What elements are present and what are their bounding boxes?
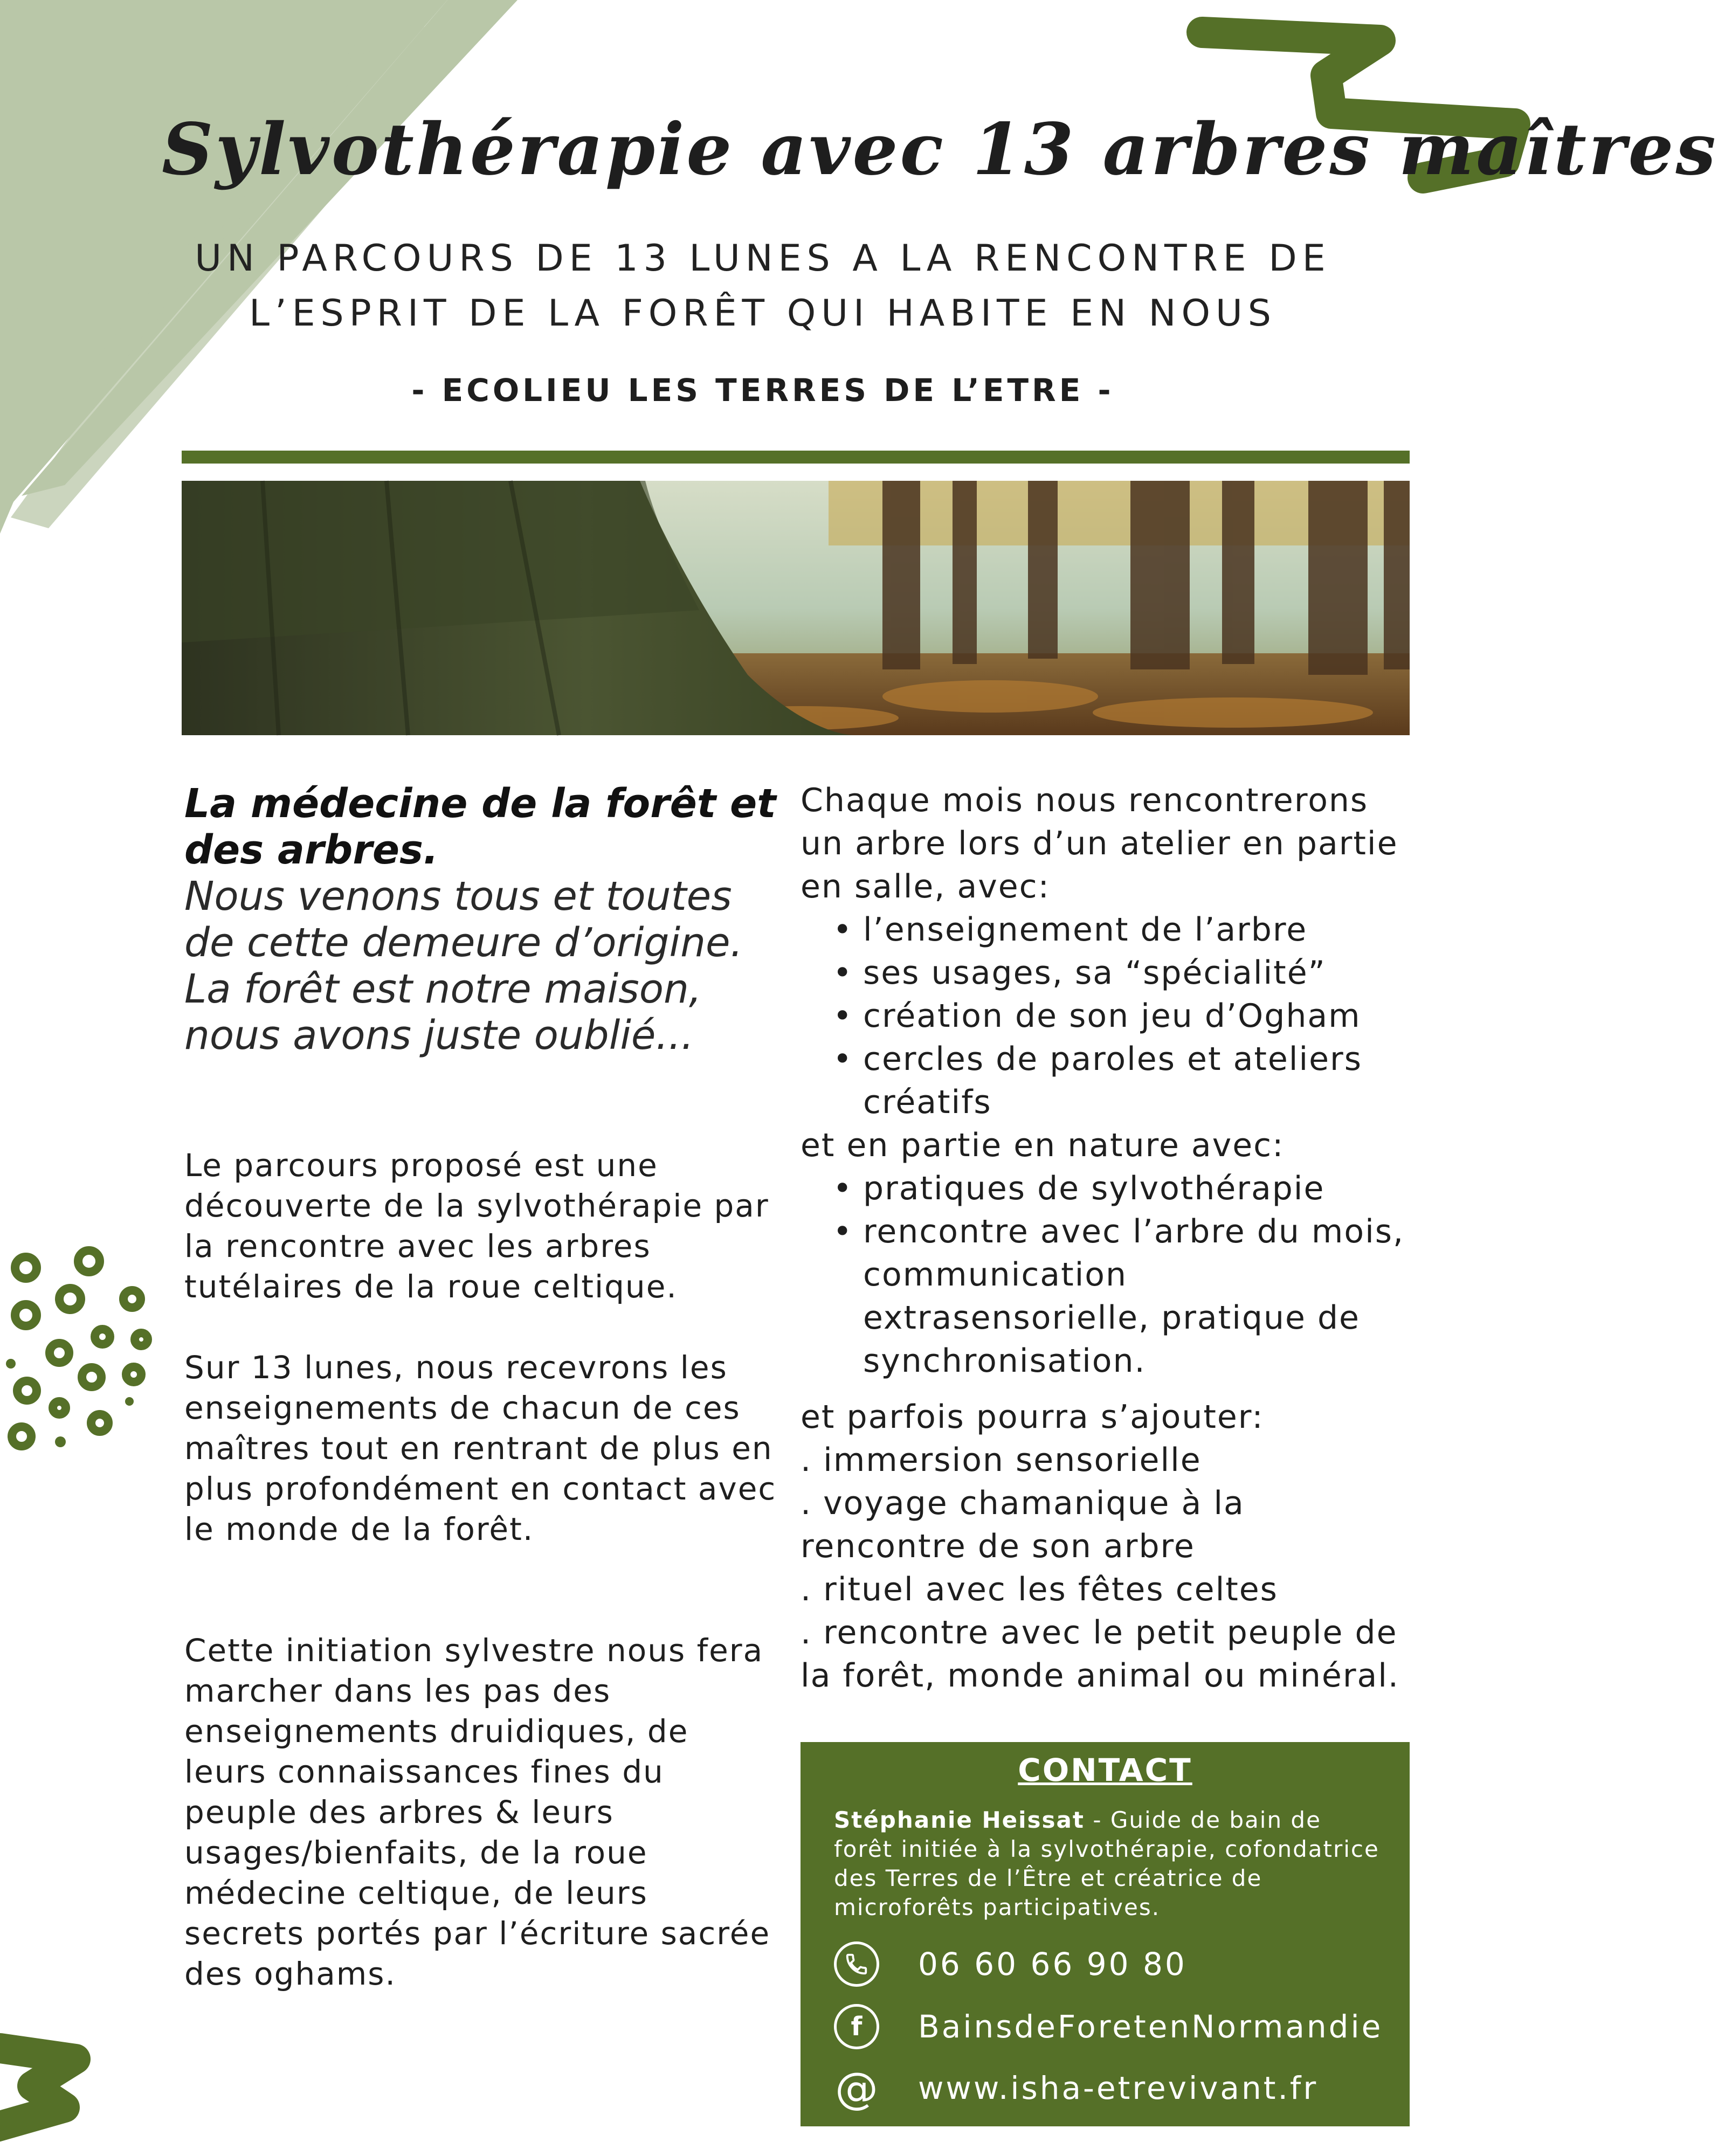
lead-quote: Nous venons tous et toutes de cette demeure d’origine. La forêt est notre maison, nous avons juste oublié... [184, 873, 743, 1059]
forest-banner-image [182, 481, 1410, 735]
list-item: • création de son jeu d’Ogham [863, 994, 1420, 1038]
lunes-paragraph: Sur 13 lunes, nous recevrons les enseignements de chacun de ces maîtres tout en rentrant de plus en plus profondément en contact avec le monde de la forêt. [184, 1349, 777, 1547]
extra-item: . rituel avec les fêtes celtes [801, 1571, 1278, 1608]
facebook-icon: f [834, 2004, 879, 2049]
nature-intro: et en partie en nature avec: [801, 1127, 1285, 1164]
phone-number: 06 60 66 90 80 [918, 1946, 1187, 1982]
extra-item: . voyage chamanique à la rencontre de son arbre [801, 1484, 1245, 1565]
at-sign-icon: @ [835, 2063, 878, 2113]
list-item: • ses usages, sa “spécialité” [863, 951, 1420, 994]
extra-item: . rencontre avec le petit peuple de la forêt, monde animal ou minéral. [801, 1614, 1399, 1695]
program-details [801, 779, 1420, 1697]
subtitle-line-1: UN PARCOURS DE 13 LUNES A LA RENCONTRE DE [195, 237, 1331, 280]
contact-box [801, 1742, 1410, 2126]
list-item: • l’enseignement de l’arbre [863, 908, 1420, 951]
contact-bio: - Guide de bain de forêt initiée à la sylvothérapie, cofondatrice des Terres de l’Être et créatrice de microforêts participatives. [834, 1807, 1379, 1920]
contact-phone-row[interactable] [834, 1937, 1187, 1991]
green-zigzag-bottom [0, 2048, 75, 2129]
contact-description [834, 1806, 1384, 1922]
contact-website-row[interactable] [834, 2061, 1318, 2115]
phone-icon [834, 1941, 879, 1987]
list-item: • rencontre avec l’arbre du mois, communication extrasensorielle, pratique de synchronisation. [863, 1210, 1420, 1383]
lead-heading: La médecine de la forêt et des arbres. [184, 780, 776, 873]
contact-name: Stéphanie Heissat [834, 1807, 1085, 1833]
extra-item: . immersion sensorielle [801, 1441, 1202, 1479]
header-divider [182, 451, 1410, 464]
facebook-page: BainsdeForetenNormandie [918, 2008, 1383, 2045]
list-item: • pratiques de sylvothérapie [863, 1167, 1420, 1210]
contact-heading: CONTACT [1018, 1752, 1192, 1788]
extra-intro: et parfois pourra s’ajouter: [801, 1398, 1264, 1436]
venue-name: - ECOLIEU LES TERRES DE L’ETRE - [411, 372, 1114, 409]
indoor-activities-list [801, 908, 1420, 1124]
lead-text [184, 780, 777, 1059]
initiation-paragraph: Cette initiation sylvestre nous fera marcher dans les pas des enseignements druidiques, de leurs connaissances fines du peuple des arbres & leurs usages/bienfaits, de la roue médecine celtique, de leurs secrets portés par l’écriture sacrée des oghams. [184, 1632, 771, 1992]
nature-activities-list [801, 1167, 1420, 1383]
page-title: Sylvothérapie avec 13 arbres maîtres [162, 108, 1718, 191]
contact-facebook-row[interactable] [834, 2000, 1383, 2054]
subtitle-line-2: L’ESPRIT DE LA FORÊT QUI HABITE EN NOUS [249, 292, 1277, 335]
dot-pattern [12, 1250, 148, 1446]
program-intro: Chaque mois nous rencontrerons un arbre lors d’un atelier en partie en salle, avec: [801, 782, 1398, 906]
website-url: www.isha-etrevivant.fr [918, 2070, 1319, 2106]
list-item: • cercles de paroles et ateliers créatifs [863, 1038, 1420, 1124]
intro-paragraph: Le parcours proposé est une découverte de la sylvothérapie par la rencontre avec les arbres tutélaires de la roue celtique. [184, 1147, 769, 1305]
